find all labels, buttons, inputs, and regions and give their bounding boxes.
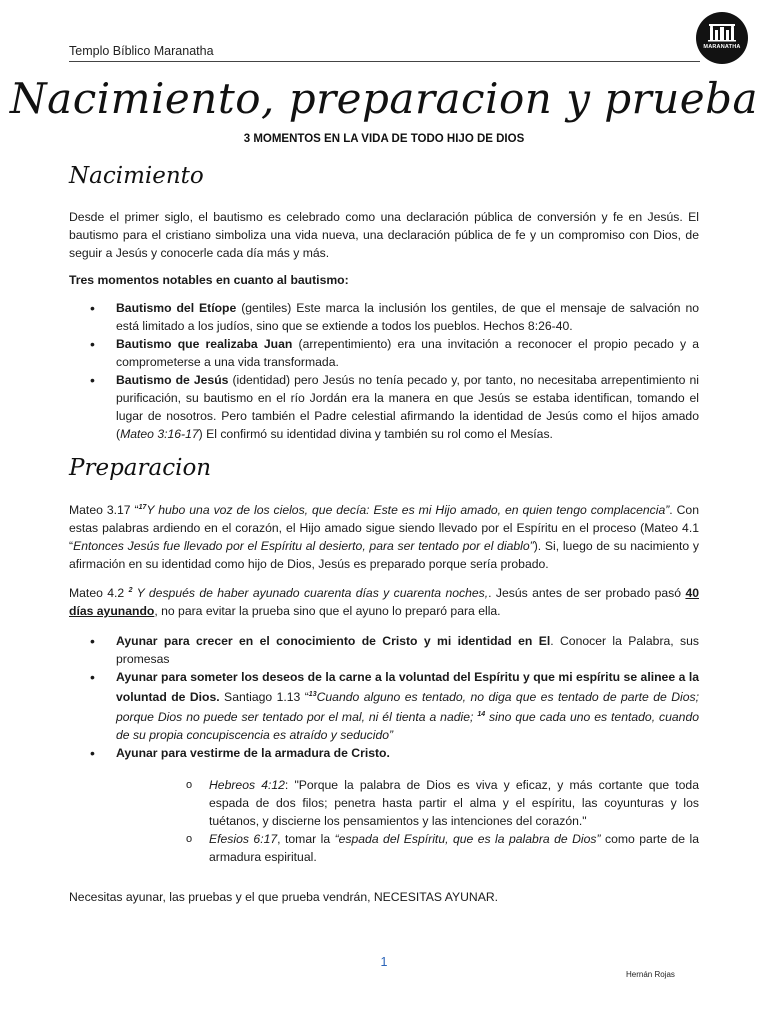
church-logo-icon <box>696 12 748 64</box>
page-number: 1 <box>380 955 388 969</box>
item-text: ) El confirmó su identidad divina y también su rol como el Mesías. <box>198 427 553 441</box>
list-item <box>69 299 699 335</box>
document-title: Nacimiento, preparacion y prueba <box>9 74 759 123</box>
scripture-ref: Hebreos 4:12 <box>209 778 285 793</box>
sublist-item: o Hebreos 4:12: "Porque la palabra de Dios es viva y eficaz, y más cortante que toda espada de dos filos; penetra hasta partir el alma y el espíritu, las coyunturas y los tuétanos, y discierne los pensamientos y las intenciones del corazón." <box>116 776 699 830</box>
list-item <box>69 371 699 443</box>
section-preparacion-body <box>69 499 699 874</box>
armor-sublist <box>116 776 699 866</box>
document-subtitle: 3 MOMENTOS EN LA VIDA DE TODO HIJO DE DIOS <box>243 133 525 145</box>
item-text: (identidad) pero Jesús no tenía pecado y, por tanto, no necesitaba arrepentimiento ni purificación, su bautismo en el río Jordán era la manera en que Jesús se estaba identifican, tomando el lugar de nosotros. Pero también el Padre celestial afirmando la identidad de Jesús como el hijos amado ( <box>116 373 699 441</box>
list-title: Tres momentos notables en cuanto al bautismo: <box>69 273 349 287</box>
fasting-list <box>69 632 699 866</box>
item-bold: Bautismo del Etíope <box>116 301 237 315</box>
scripture-ref: Efesios 6:17 <box>209 832 278 847</box>
closing-statement: Necesitas ayunar, las pruebas y el que prueba vendrán, NECESITAS AYUNAR. <box>69 890 499 904</box>
logo-text: MARANATHA <box>703 44 741 50</box>
section-heading-nacimiento: Nacimiento <box>69 163 204 189</box>
section-nacimiento-body <box>69 208 699 451</box>
list-item <box>69 335 699 371</box>
section-heading-preparacion: Preparacion <box>69 455 212 481</box>
scripture-ref: Mateo 3:16-17 <box>120 427 199 441</box>
church-logo <box>696 12 748 64</box>
header-church-name: Templo Bíblico Maranatha <box>69 44 214 58</box>
list-item: • Ayunar para someter los deseos de la carne a la voluntad del Espíritu y que mi espíritu se alinee a la voluntad de Dios. Santiago 1.13 “$^{13}$Cuando alguno es tentado, no diga que es tentado de parte de Dios; porque Dios no puede ser tentado por el mal, ni él tienta a nadie; $^{14}$ sino que cada uno es tentado, cuando de su propia concupiscencia es atraído y seducido” <box>69 668 699 744</box>
header-divider <box>69 61 700 62</box>
item-bold: Bautismo que realizaba Juan <box>116 337 293 351</box>
item-text: (arrepentimiento) era una invitación a reconocer el propio pecado y a comprometerse a una vida transformada. <box>116 337 700 369</box>
author-name: Hernán Rojas <box>626 970 675 979</box>
list-item: • Ayunar para crecer en el conocimiento de Cristo y mi identidad en El. Conocer la Palabra, sus promesas <box>69 632 699 668</box>
item-bold: Bautismo de Jesús <box>116 373 229 387</box>
baptism-list <box>69 299 699 443</box>
item-text: (gentiles) Este marca la inclusión los gentiles, de que el mensaje de salvación no está limitado a los judíos, sino que se extiende a todos los pueblos. Hechos 8:26-40. <box>116 301 699 333</box>
paragraph-mateo-317: Mateo 3.17 “$^{17}$Y hubo una voz de los cielos, que decía: Este es mi Hijo amado, en quien tengo complacencia”. Con estas palabras ardiendo en el corazón, el Hijo amado sigue siendo llevado por el Espíritu en el proceso (Mateo 4.1 “Entonces Jesús fue llevado por el Espíritu al desierto, para ser tentado por el diablo”). Si, luego de su nacimiento y afirmación en su identidad como hijo de Dios, Jesús es preparado porque sería probado. <box>69 503 699 572</box>
sublist-item: o Efesios 6:17, tomar la “espada del Espíritu, que es la palabra de Dios” como parte de la armadura espiritual. <box>116 830 699 866</box>
intro-paragraph: Desde el primer siglo, el bautismo es celebrado como una declaración pública de conversión y fe en Jesús. El bautismo para el cristiano simboliza una vida nueva, una declaración pública de fe y un compromiso con Dios, de seguir a Jesús y conocerle cada día más y más. <box>69 210 699 260</box>
list-item: • Ayunar para vestirme de la armadura de Cristo. o Hebreos 4:12: "Porque la palabra de Dios es viva y eficaz, y más cortante que toda espada de dos filos; penetra hasta partir el alma y el espíritu, las coyunturas y los tuétanos, y discierne los pensamientos y las intenciones del corazón." o Efesios 6:17, tomar la “espada del Espíritu, que es la palabra de Dios” como parte de la armadura espiritual. <box>69 744 699 866</box>
paragraph-mateo-42: Mateo 4.2 $^2$ Y después de haber ayunado cuarenta días y cuarenta noches,. Jesús antes de ser probado pasó 40 días ayunando, no para evitar la prueba sino que el ayuno lo preparó para ella. <box>69 586 699 619</box>
